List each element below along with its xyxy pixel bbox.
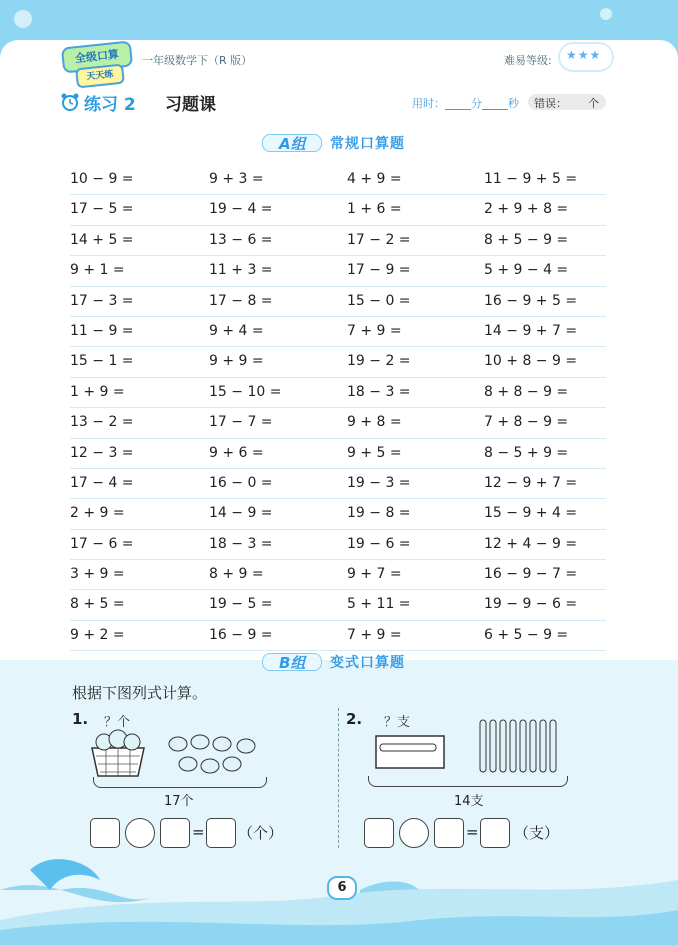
problem-cell[interactable]: 9 + 3 = [209, 171, 264, 187]
error-label: 错误： [534, 97, 567, 110]
problem-row [70, 317, 606, 347]
problem-cell[interactable]: 10 − 9 = [70, 171, 134, 187]
problem-cell[interactable]: 11 − 9 = [70, 322, 134, 339]
answer-box[interactable] [160, 818, 190, 848]
problem-cell[interactable]: 12 − 9 + 7 = [484, 474, 578, 491]
problem-row [70, 256, 606, 286]
minute-label: 分 [471, 97, 482, 110]
problem-cell[interactable]: 9 + 8 = [347, 414, 402, 431]
problem-cell[interactable]: 7 + 8 − 9 = [484, 414, 569, 431]
question-1-number: 1. [72, 710, 89, 728]
problem-row [70, 469, 606, 499]
problem-row [70, 226, 606, 256]
operator-circle[interactable] [399, 818, 429, 848]
error-unit: 个 [588, 97, 599, 110]
problem-row [70, 408, 606, 438]
unit-label: （支） [514, 824, 560, 842]
problem-row [70, 287, 606, 317]
problem-cell[interactable]: 9 + 4 = [209, 322, 264, 339]
problem-row [70, 621, 606, 651]
problem-cell[interactable]: 8 + 5 − 9 = [484, 231, 569, 248]
time-field [412, 95, 519, 111]
problem-cell[interactable]: 14 − 9 = [209, 505, 273, 522]
problem-cell[interactable]: 5 + 9 − 4 = [484, 262, 569, 279]
difficulty-cloud [560, 44, 612, 70]
group-pill [262, 134, 322, 152]
book-title: 一年级数学下（R 版） [142, 54, 253, 67]
question-1-unknown: ？个 [104, 715, 131, 730]
pens-illustration [374, 716, 564, 776]
section-name: 常规口算题 [330, 136, 405, 152]
problem-cell[interactable]: 1 + 6 = [347, 201, 402, 218]
second-blank[interactable] [482, 99, 508, 110]
group-label: B组 [279, 654, 306, 672]
problem-cell[interactable]: 14 − 9 + 7 = [484, 322, 578, 339]
equals-sign: = [466, 823, 479, 841]
problem-cell[interactable]: 17 − 4 = [70, 474, 134, 491]
question-1-total: 17个 [164, 794, 194, 809]
problem-cell[interactable]: 11 − 9 + 5 = [484, 171, 578, 187]
problem-cell[interactable]: 19 − 3 = [347, 474, 411, 491]
problem-cell[interactable]: 8 + 8 − 9 = [484, 383, 569, 400]
problem-row [70, 439, 606, 469]
problem-cell[interactable]: 9 + 7 = [347, 566, 402, 583]
problem-cell[interactable]: 11 + 3 = [209, 262, 273, 279]
unit-label: （个） [238, 824, 284, 842]
question-2-total: 14支 [454, 794, 484, 809]
problem-row [70, 195, 606, 225]
page-number: 6 [327, 876, 357, 900]
difficulty-stars: ★★★ [566, 48, 602, 62]
problem-cell[interactable]: 2 + 9 + 8 = [484, 201, 569, 218]
problem-cell[interactable]: 7 + 9 = [347, 322, 402, 339]
problem-cell[interactable]: 15 − 9 + 4 = [484, 505, 578, 522]
result-box[interactable] [206, 818, 236, 848]
problem-row [70, 378, 606, 408]
problem-cell[interactable]: 14 + 5 = [70, 231, 134, 248]
problem-cell[interactable]: 16 − 0 = [209, 474, 273, 491]
pen-box-icon [376, 736, 444, 768]
problem-cell[interactable]: 19 − 8 = [347, 505, 411, 522]
section-name: 变式口算题 [330, 655, 405, 671]
problem-cell[interactable]: 5 + 11 = [347, 596, 411, 613]
group-pill [262, 653, 322, 671]
problem-cell[interactable]: 19 − 5 = [209, 596, 273, 613]
problem-row [70, 590, 606, 620]
problem-row [70, 530, 606, 560]
second-label: 秒 [508, 97, 519, 110]
problem-cell[interactable]: 10 + 8 − 9 = [484, 353, 578, 370]
problem-cell[interactable]: 17 − 2 = [347, 231, 411, 248]
problem-cell[interactable]: 17 − 3 = [70, 292, 134, 309]
problem-cell[interactable]: 9 + 5 = [347, 444, 402, 461]
problem-cell[interactable]: 17 − 9 = [347, 262, 411, 279]
error-count-box[interactable] [528, 94, 606, 110]
problem-cell[interactable]: 17 − 7 = [209, 414, 273, 431]
answer-box[interactable] [364, 818, 394, 848]
problem-cell[interactable]: 2 + 9 = [70, 505, 125, 522]
difficulty-label: 难易等级: [504, 54, 552, 67]
problem-cell[interactable]: 9 + 9 = [209, 353, 264, 370]
problem-cell[interactable]: 4 + 9 = [347, 171, 402, 187]
problem-row [70, 347, 606, 377]
problem-cell[interactable]: 17 − 6 = [70, 535, 134, 552]
basket-icon [92, 730, 144, 776]
problem-cell[interactable]: 9 + 6 = [209, 444, 264, 461]
problem-cell[interactable]: 18 − 3 = [209, 535, 273, 552]
problem-cell[interactable]: 8 + 9 = [209, 566, 264, 583]
problem-cell[interactable]: 19 − 9 − 6 = [484, 596, 578, 613]
bubble-decoration [14, 10, 32, 28]
problem-cell[interactable]: 19 − 2 = [347, 353, 411, 370]
time-label: 用时： [412, 97, 445, 110]
problem-cell[interactable]: 16 − 9 + 5 = [484, 292, 578, 309]
problem-cell[interactable]: 8 + 5 = [70, 596, 125, 613]
logo-line1: 全级口算 [61, 40, 133, 73]
pen-icons [480, 720, 556, 772]
problem-row [70, 560, 606, 590]
dashed-divider [338, 708, 339, 848]
cabbage-illustration [88, 726, 268, 782]
problem-cell[interactable]: 19 − 6 = [347, 535, 411, 552]
total-brace [368, 776, 568, 787]
problem-cell[interactable]: 18 − 3 = [347, 383, 411, 400]
problem-cell[interactable]: 12 + 4 − 9 = [484, 535, 578, 552]
minute-blank[interactable] [445, 99, 471, 110]
problem-cell[interactable]: 15 − 0 = [347, 292, 411, 309]
problem-cell[interactable]: 3 + 9 = [70, 566, 125, 583]
lesson-number: 练习 2 [84, 95, 136, 115]
problem-cell[interactable]: 17 − 5 = [70, 201, 134, 218]
answer-box[interactable] [90, 818, 120, 848]
logo-line2: 天天练 [75, 64, 125, 89]
problem-cell[interactable]: 13 − 6 = [209, 231, 273, 248]
operator-circle[interactable] [125, 818, 155, 848]
bubble-decoration [600, 8, 612, 20]
problem-cell[interactable]: 13 − 2 = [70, 414, 134, 431]
cabbage-icons [169, 735, 255, 773]
problem-cell[interactable]: 9 + 2 = [70, 626, 125, 643]
problem-row [70, 165, 606, 195]
problem-row [70, 499, 606, 529]
problem-cell[interactable]: 16 − 9 = [209, 626, 273, 643]
problem-cell[interactable]: 8 − 5 + 9 = [484, 444, 569, 461]
problem-cell[interactable]: 1 + 9 = [70, 383, 125, 400]
series-logo [62, 44, 130, 86]
result-box[interactable] [480, 818, 510, 848]
problem-cell[interactable]: 12 − 3 = [70, 444, 134, 461]
problem-cell[interactable]: 6 + 5 − 9 = [484, 626, 569, 643]
question-2-number: 2. [346, 710, 363, 728]
group-label: A组 [279, 135, 306, 153]
arithmetic-grid [70, 165, 606, 651]
question-2-unknown: ？支 [384, 715, 411, 730]
problem-cell[interactable]: 9 + 1 = [70, 262, 125, 279]
problem-cell[interactable]: 16 − 9 − 7 = [484, 566, 578, 583]
problem-cell[interactable]: 15 − 10 = [209, 383, 282, 400]
problem-cell[interactable]: 17 − 8 = [209, 292, 273, 309]
lesson-name: 习题课 [165, 95, 216, 115]
problem-cell[interactable]: 19 − 4 = [209, 201, 273, 218]
total-brace [93, 777, 267, 788]
problem-cell[interactable]: 15 − 1 = [70, 353, 134, 370]
problem-cell[interactable]: 7 + 9 = [347, 626, 402, 643]
instruction-text: 根据下图列式计算。 [72, 684, 208, 702]
equals-sign: = [192, 823, 205, 841]
alarm-clock-icon [60, 92, 80, 112]
answer-box[interactable] [434, 818, 464, 848]
